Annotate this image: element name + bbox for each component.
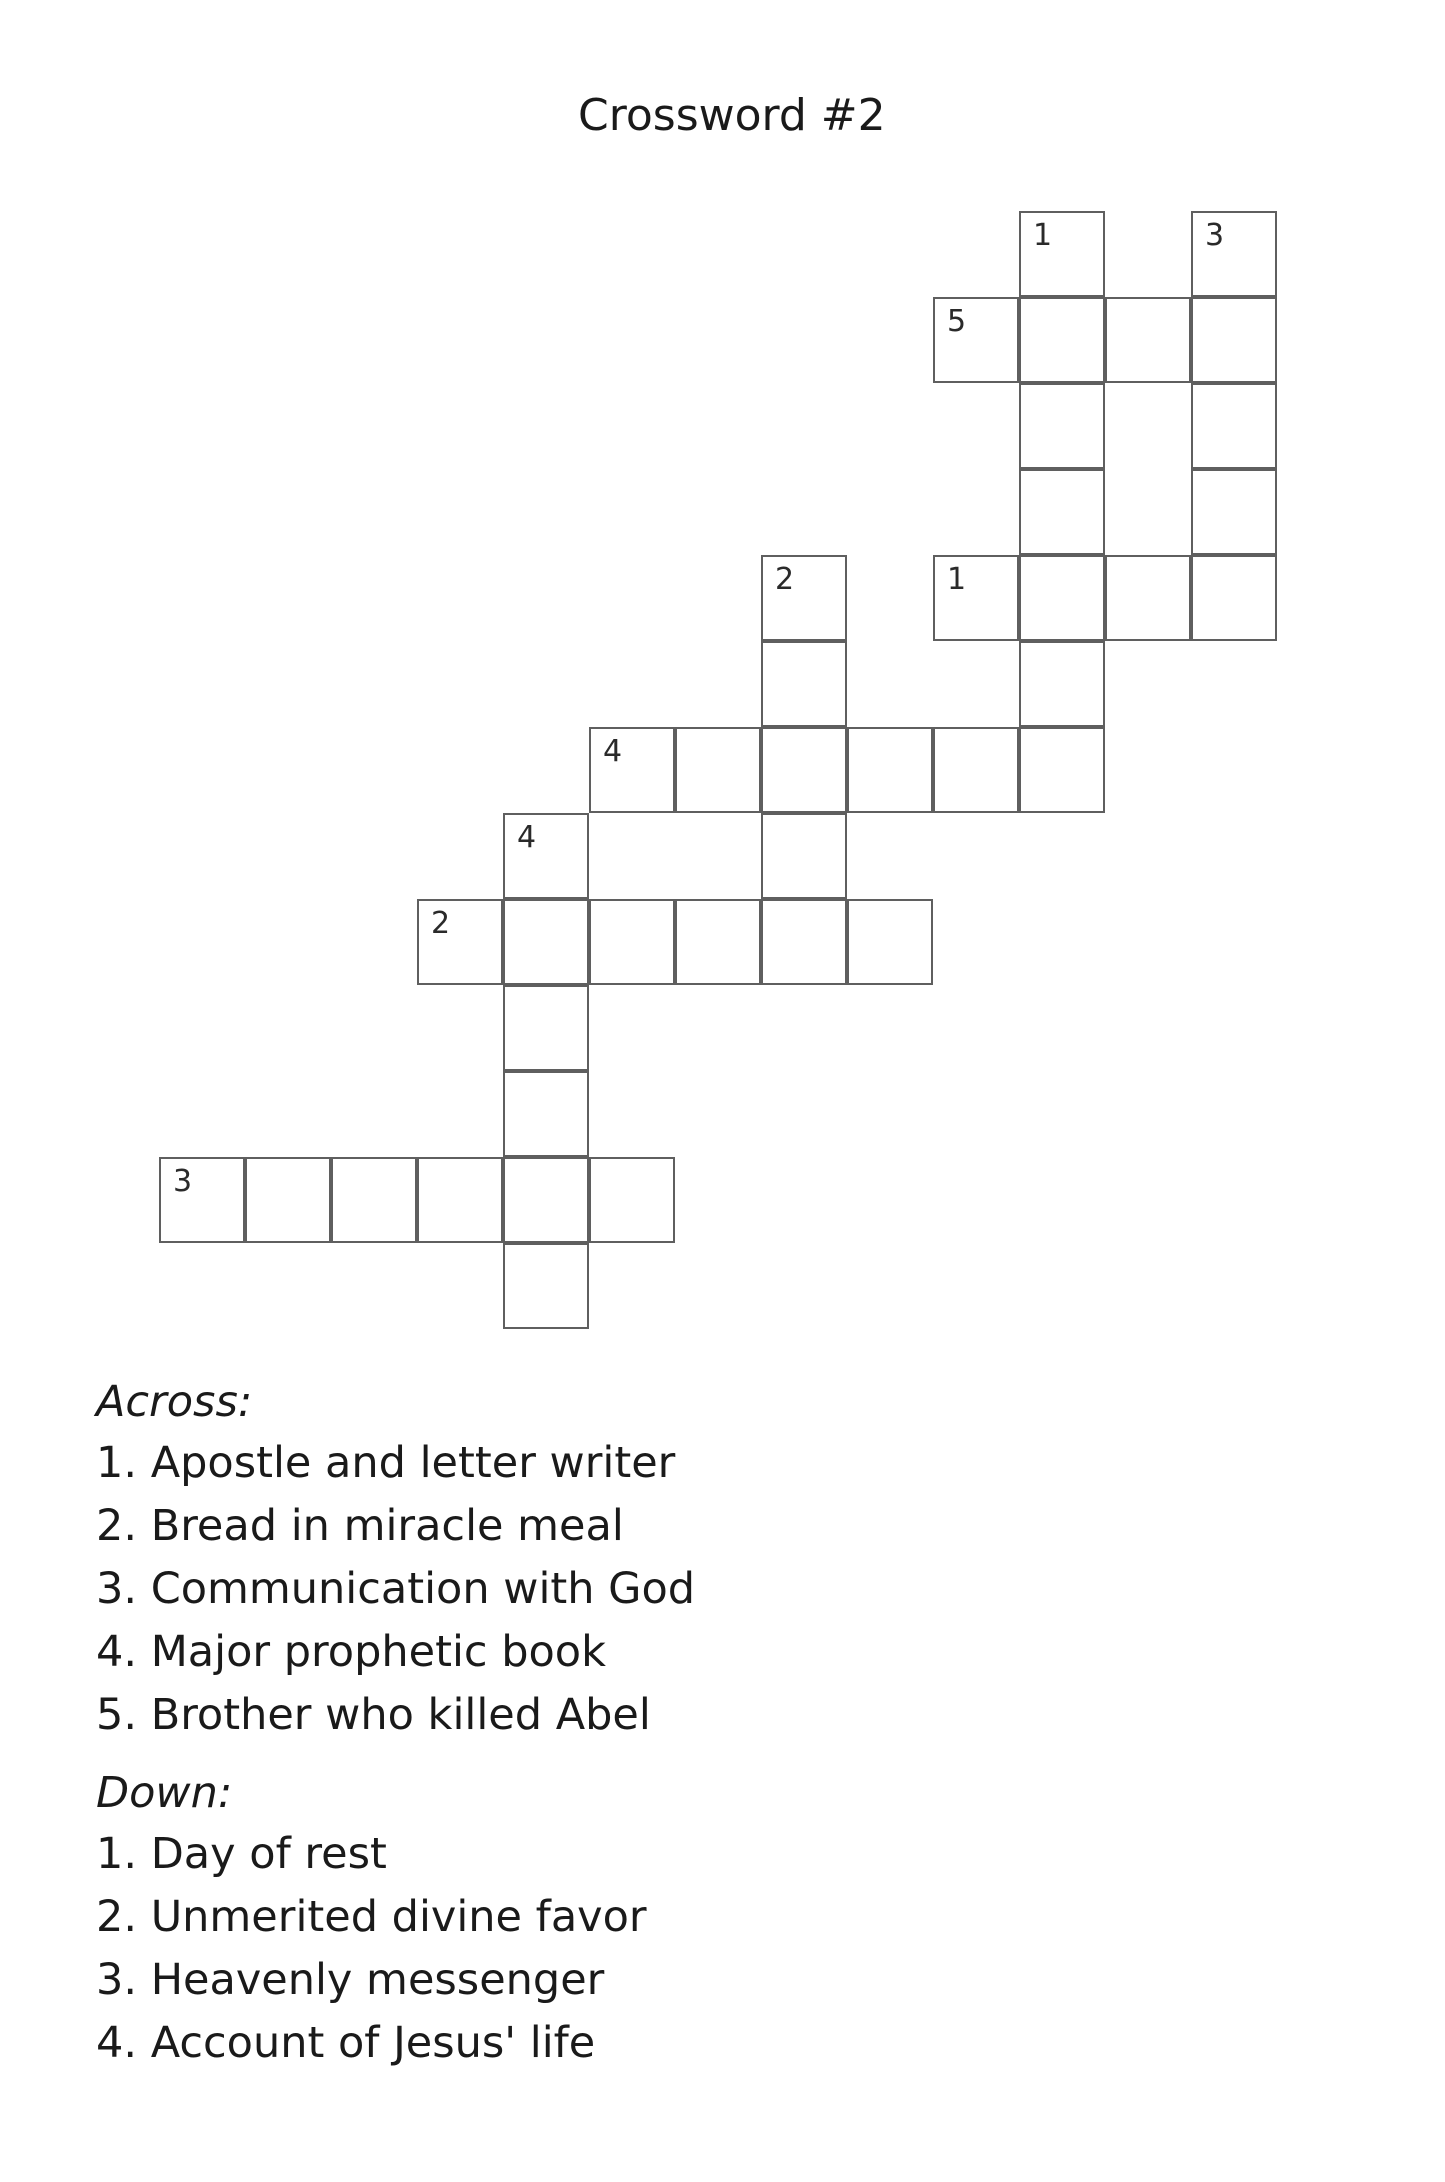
clue-number: 2 <box>431 906 451 941</box>
down-clue-2: 2. Unmerited divine favor <box>96 1892 647 1942</box>
across-clue-1: 1. Apostle and letter writer <box>96 1438 676 1488</box>
grid-cell-r9-c6[interactable] <box>675 899 761 985</box>
grid-cell-r5-c11[interactable] <box>1105 555 1191 641</box>
grid-cell-r4-c12[interactable] <box>1191 469 1277 555</box>
grid-cell-r12-c0[interactable] <box>159 1157 245 1243</box>
across-clue-5: 5. Brother who killed Abel <box>96 1690 651 1740</box>
grid-cell-r2-c11[interactable] <box>1105 297 1191 383</box>
grid-cell-r2-c12[interactable] <box>1191 297 1277 383</box>
grid-cell-r1-c12[interactable] <box>1191 211 1277 297</box>
clue-number: 1 <box>947 562 967 597</box>
grid-cell-r5-c9[interactable] <box>933 555 1019 641</box>
grid-cell-r9-c7[interactable] <box>761 899 847 985</box>
grid-cell-r5-c7[interactable] <box>761 555 847 641</box>
grid-cell-r9-c5[interactable] <box>589 899 675 985</box>
across-clue-4: 4. Major prophetic book <box>96 1627 607 1677</box>
grid-cell-r13-c4[interactable] <box>503 1243 589 1329</box>
across-clue-list <box>96 1432 1296 1747</box>
grid-cell-r7-c10[interactable] <box>1019 727 1105 813</box>
grid-cell-r12-c4[interactable] <box>503 1157 589 1243</box>
grid-cell-r3-c12[interactable] <box>1191 383 1277 469</box>
down-clue-4: 4. Account of Jesus' life <box>96 2018 596 2068</box>
across-clues <box>96 1372 1296 1747</box>
grid-cell-r7-c7[interactable] <box>761 727 847 813</box>
clue-number: 3 <box>173 1164 193 1199</box>
clue-number: 3 <box>1205 218 1225 253</box>
grid-cell-r12-c2[interactable] <box>331 1157 417 1243</box>
down-clue-3: 3. Heavenly messenger <box>96 1955 605 2005</box>
grid-cell-r3-c10[interactable] <box>1019 383 1105 469</box>
grid-cell-r7-c9[interactable] <box>933 727 1019 813</box>
grid-cell-r1-c10[interactable] <box>1019 211 1105 297</box>
down-clue-list <box>96 1823 1296 2075</box>
grid-cell-r10-c4[interactable] <box>503 985 589 1071</box>
clues-panel <box>96 1372 1296 2075</box>
grid-cell-r7-c8[interactable] <box>847 727 933 813</box>
grid-cell-r8-c4[interactable] <box>503 813 589 899</box>
grid-cell-r9-c4[interactable] <box>503 899 589 985</box>
grid-cell-r5-c10[interactable] <box>1019 555 1105 641</box>
clue-number: 5 <box>947 304 967 339</box>
across-clue-3: 3. Communication with God <box>96 1564 696 1614</box>
across-heading: Across: <box>96 1377 253 1427</box>
grid-cell-r12-c5[interactable] <box>589 1157 675 1243</box>
clue-number: 4 <box>517 820 537 855</box>
grid-cell-r7-c5[interactable] <box>589 727 675 813</box>
grid-cell-r2-c9[interactable] <box>933 297 1019 383</box>
grid-cell-r12-c3[interactable] <box>417 1157 503 1243</box>
grid-cell-r9-c3[interactable] <box>417 899 503 985</box>
grid-cell-r2-c10[interactable] <box>1019 297 1105 383</box>
grid-cell-r11-c4[interactable] <box>503 1071 589 1157</box>
down-clue-1: 1. Day of rest <box>96 1829 387 1879</box>
clue-number: 2 <box>775 562 795 597</box>
grid-cell-r4-c10[interactable] <box>1019 469 1105 555</box>
grid-cell-r6-c10[interactable] <box>1019 641 1105 727</box>
grid-cell-r12-c1[interactable] <box>245 1157 331 1243</box>
down-heading: Down: <box>96 1768 233 1818</box>
grid-cell-r7-c6[interactable] <box>675 727 761 813</box>
clue-number: 1 <box>1033 218 1053 253</box>
across-clue-2: 2. Bread in miracle meal <box>96 1501 624 1551</box>
clue-number: 4 <box>603 734 623 769</box>
down-clues <box>96 1763 1296 2075</box>
grid-cell-r5-c12[interactable] <box>1191 555 1277 641</box>
grid-cell-r9-c8[interactable] <box>847 899 933 985</box>
grid-cell-r8-c7[interactable] <box>761 813 847 899</box>
puzzle-title: Crossword #2 <box>578 90 886 141</box>
grid-cell-r6-c7[interactable] <box>761 641 847 727</box>
